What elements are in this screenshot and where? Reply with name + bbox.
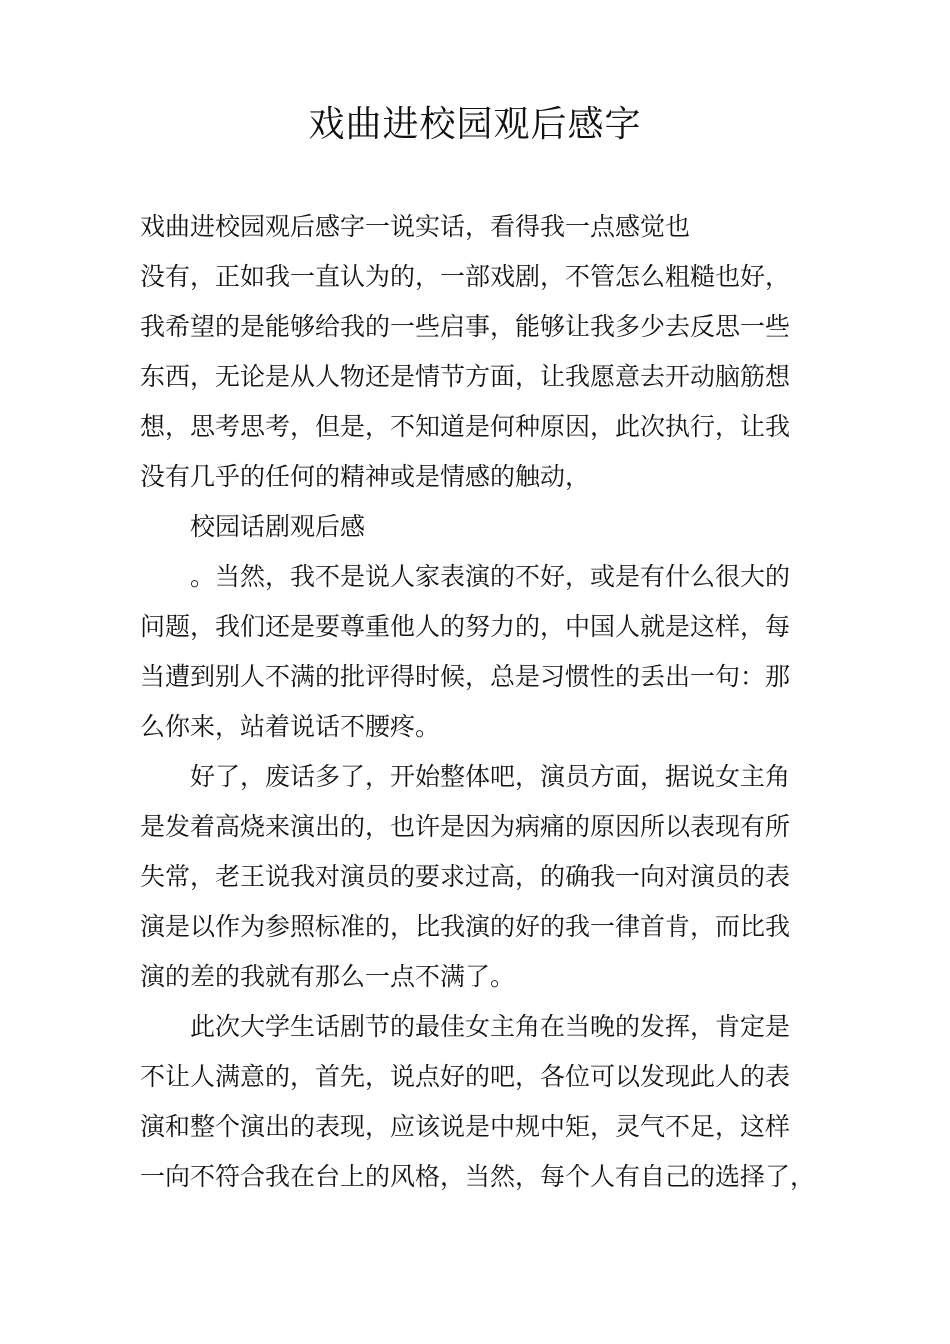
paragraph-line: 没有，正如我一直认为的，一部戏剧，不管怎么粗糙也好， [140,262,791,291]
paragraph-line: 。当然，我不是说人家表演的不好，或是有什么很大的 [190,562,791,591]
document-title: 戏曲进校园观后感字 [308,104,642,145]
paragraph-line: 是发着高烧来演出的，也许是因为病痛的原因所以表现有所 [140,812,791,841]
paragraph-line: 演和整个演出的表现，应该说是中规中矩，灵气不足，这样 [140,1112,791,1141]
paragraph-line: 东西，无论是从人物还是情节方面，让我愿意去开动脑筋想 [140,362,791,391]
paragraph-line: 一向不符合我在台上的风格，当然，每个人有自己的选择了， [140,1162,816,1191]
paragraph-line: 戏曲进校园观后感字一说实话，看得我一点感觉也 [140,212,691,241]
paragraph-line: 此次大学生话剧节的最佳女主角在当晚的发挥，肯定是 [190,1012,791,1041]
paragraph-line: 么你来，站着说话不腰疼。 [140,712,441,741]
paragraph-line: 没有几乎的任何的精神或是情感的触动， [140,462,591,491]
section-heading: 校园话剧观后感 [190,512,366,541]
paragraph-line: 演是以作为参照标准的，比我演的好的我一律首肯，而比我 [140,912,791,941]
paragraph-line: 不让人满意的，首先，说点好的吧，各位可以发现此人的表 [140,1062,791,1091]
paragraph-line: 问题，我们还是要尊重他人的努力的，中国人就是这样，每 [140,612,791,641]
paragraph-line: 我希望的是能够给我的一些启事，能够让我多少去反思一些 [140,312,791,341]
paragraph-line: 想，思考思考，但是，不知道是何种原因，此次执行，让我 [140,412,791,441]
paragraph-line: 好了，废话多了，开始整体吧，演员方面，据说女主角 [190,762,791,791]
paragraph-line: 失常，老王说我对演员的要求过高，的确我一向对演员的表 [140,862,791,891]
paragraph-line: 当遭到别人不满的批评得时候，总是习惯性的丢出一句：那 [140,662,791,691]
paragraph-line: 演的差的我就有那么一点不满了。 [140,962,516,991]
